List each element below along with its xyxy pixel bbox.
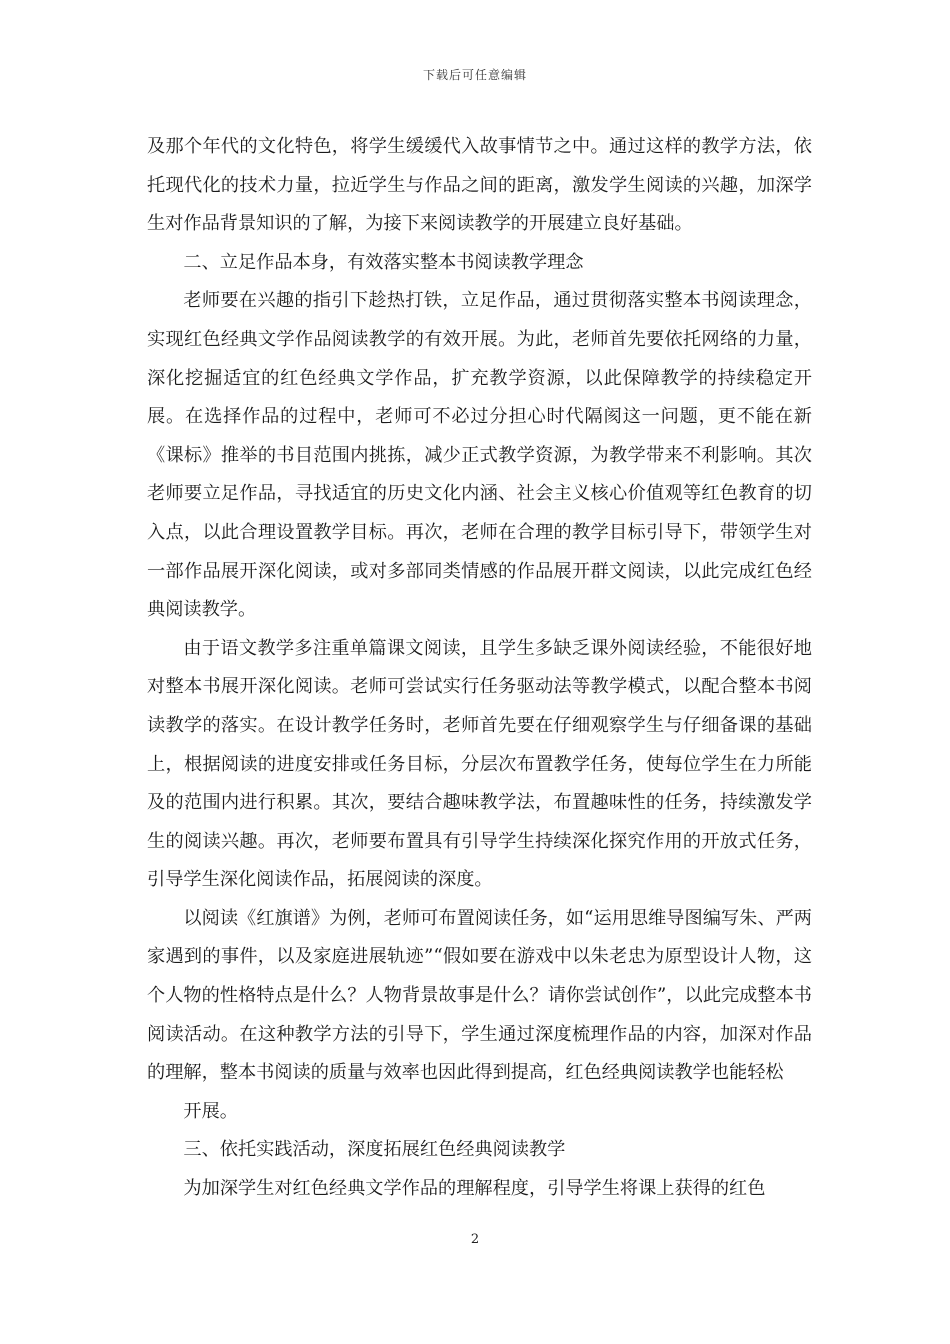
paragraph: 老师要在兴趣的指引下趁热打铁，立足作品，通过贯彻落实整本书阅读理念，实现红色经典文学作品阅读教学的有效开展。为此，老师首先要依托网络的力量，深化挖掘适宜的红色经典文学作品，扩充教学资源，以此保障教学的持续稳定开展。在选择作品的过程中，老师可不必过分担心时代隔阂这一问题，更不能在新《课标》推举的书目范围内挑拣，减少正式教学资源，为教学带来不利影响。其次老师要立足作品，寻找适宜的历史文化内涵、社会主义核心价值观等红色教育的切入点，以此合理设置教学目标。再次，老师在合理的教学目标引导下，带领学生对一部作品展开深化阅读，或对多部同类情感的作品展开群文阅读，以此完成红色经典阅读教学。 xyxy=(147,290,812,621)
paragraph: 由于语文教学多注重单篇课文阅读，且学生多缺乏课外阅读经验，不能很好地对整本书展开深化阅读。老师可尝试实行任务驱动法等教学模式，以配合整本书阅读教学的落实。在设计教学任务时，老师首先要在仔细观察学生与仔细备课的基础上，根据阅读的进度安排或任务目标，分层次布置教学任务，使每位学生在力所能及的范围内进行积累。其次，要结合趣味教学法，布置趣味性的任务，持续激发学生的阅读兴趣。再次，老师要布置具有引导学生持续深化探究作用的开放式任务，引导学生深化阅读作品，拓展阅读的深度。 xyxy=(147,637,812,891)
paragraph: 为加深学生对红色经典文学作品的理解程度，引导学生将课上获得的红色 xyxy=(183,1178,766,1200)
document-body xyxy=(147,128,812,1209)
section-heading-3: 三、依托实践活动，深度拓展红色经典阅读教学 xyxy=(183,1139,566,1161)
section-heading-2: 二、立足作品本身，有效落实整本书阅读教学理念 xyxy=(183,251,584,273)
page-number: 2 xyxy=(470,1232,480,1247)
page-header: 下载后可任意编辑 xyxy=(422,68,527,82)
paragraph: 开展。 xyxy=(183,1100,238,1122)
paragraph: 以阅读《红旗谱》为例，老师可布置阅读任务，如“运用思维导图编写朱、严两家遇到的事件，以及家庭进展轨迹”“假如要在游戏中以朱老忠为原型设计人物，这个人物的性格特点是什么？人物背景故事是什么？请你尝试创作”，以此完成整本书阅读活动。在这种教学方法的引导下，学生通过深度梳理作品的内容，加深对作品的理解，整本书阅读的质量与效率也因此得到提高，红色经典阅读教学也能轻松 xyxy=(147,907,812,1084)
paragraph-continuation: 及那个年代的文化特色，将学生缓缓代入故事情节之中。通过这样的教学方法，依托现代化的技术力量，拉近学生与作品之间的距离，激发学生阅读的兴趣，加深学生对作品背景知识的了解，为接下来阅读教学的开展建立良好基础。 xyxy=(147,136,812,235)
